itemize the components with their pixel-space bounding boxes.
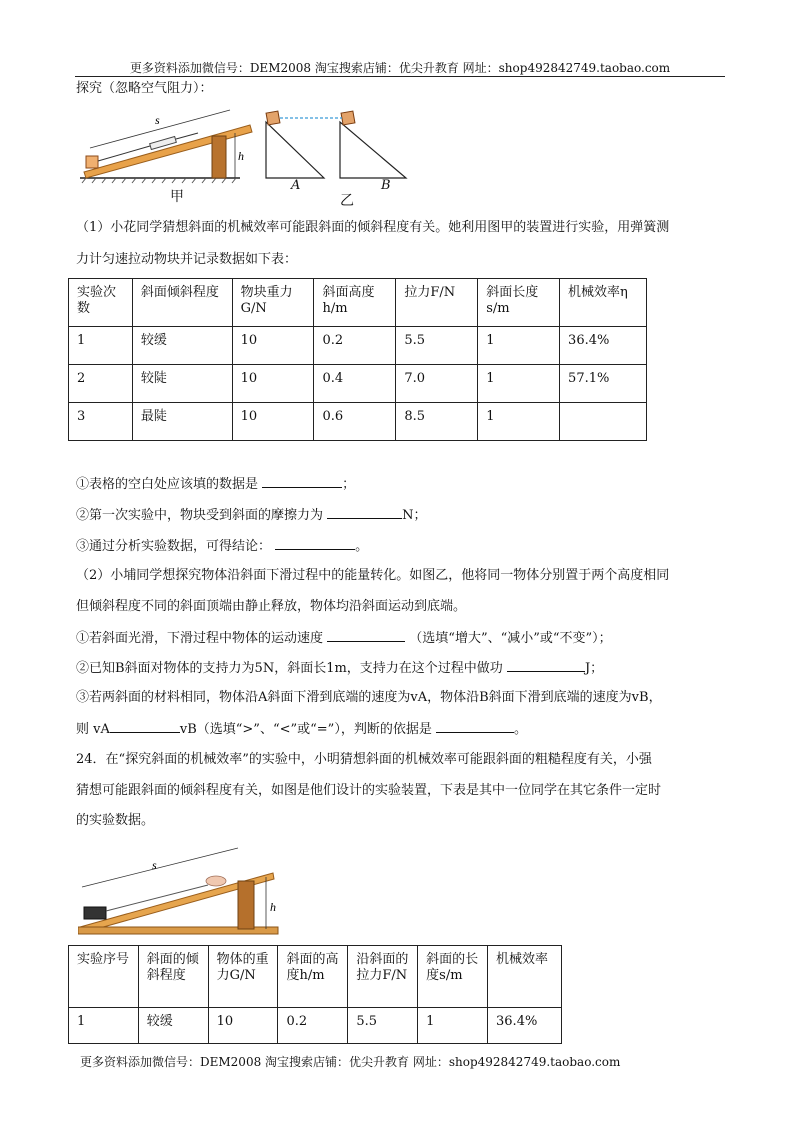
table1-header-cell: 斜面高度h/m [314, 279, 396, 327]
q24-line2: 猜想可能跟斜面的倾斜程度有关，如图是他们设计的实验装置，下表是其中一位同学在其它条件一定时 [76, 783, 662, 798]
table1-header-cell: 机械效率η [560, 279, 647, 327]
q1-item-c-end: 。 [355, 539, 369, 554]
q2-item-a-text: ①若斜面光滑，下滑过程中物体的运动速度 [76, 631, 324, 646]
table1-cell: 3 [69, 403, 133, 441]
q24-line3: 的实验数据。 [76, 813, 155, 828]
answer-blank-friction[interactable] [327, 505, 402, 519]
answer-blank-conclusion[interactable] [275, 536, 355, 550]
figure-jia-incline [80, 108, 270, 188]
table1-cell: 0.2 [314, 327, 396, 365]
table1-header-cell: 实验次数 [69, 279, 133, 327]
page-header: 更多资料添加微信号：DEM2008 淘宝搜索店铺：优尖升教育 网址：shop492842749.taobao.com [129, 61, 671, 75]
table2-header-cell: 沿斜面的拉力F/N [348, 946, 418, 1008]
table1-cell: 最陡 [132, 403, 232, 441]
table-row [69, 403, 647, 441]
table2-cell: 1 [418, 1008, 488, 1044]
intro-text: 探究（忽略空气阻力）： [76, 81, 213, 96]
data-table-2 [68, 945, 562, 1044]
label-a: A [291, 178, 301, 193]
q1-item-a-text: ①表格的空白处应该填的数据是 [76, 477, 259, 492]
table1-cell: 0.4 [314, 365, 396, 403]
table2-header-cell: 实验序号 [69, 946, 139, 1008]
fig1-h-label: h [238, 149, 244, 163]
table2-header-row [69, 946, 562, 1008]
answer-blank-work[interactable] [507, 658, 585, 672]
table1-header-row [69, 279, 647, 327]
table1-cell: 1 [69, 327, 133, 365]
table1-cell: 较陡 [132, 365, 232, 403]
table2-cell: 较缓 [138, 1008, 208, 1044]
table1-header-cell: 斜面倾斜程度 [132, 279, 232, 327]
table1-header-cell: 物块重力G/N [232, 279, 314, 327]
q2-item-b [76, 658, 603, 678]
table2-header-cell: 斜面的倾斜程度 [138, 946, 208, 1008]
table2-header-cell: 机械效率 [488, 946, 562, 1008]
table1-cell: 较缓 [132, 327, 232, 365]
table1-cell: 8.5 [396, 403, 478, 441]
q2-item-d-mid: vB（选填“>”、“<”或“=”），判断的依据是 [179, 722, 432, 737]
fig2-h-label: h [270, 900, 276, 914]
caption-yi: 乙 [340, 193, 354, 209]
caption-jia: 甲 [170, 189, 184, 205]
table1-cell: 57.1% [560, 365, 647, 403]
table2-header-cell: 物体的重力G/N [208, 946, 278, 1008]
q2-item-c: ③若两斜面的材料相同，物体沿A斜面下滑到底端的速度为vA，物体沿B斜面下滑到底端的速度为vB， [76, 690, 662, 705]
table-row [69, 365, 647, 403]
table2-cell: 36.4% [488, 1008, 562, 1044]
fig2-s-label: s [152, 858, 157, 872]
q1-item-b [76, 505, 427, 525]
table2-header-cell: 斜面的长度s/m [418, 946, 488, 1008]
q2-line2: 但倾斜程度不同的斜面顶端由静止释放，物体均沿斜面运动到底端。 [76, 599, 467, 614]
q2-item-b-end: J； [584, 661, 604, 676]
answer-blank-compare[interactable] [110, 719, 180, 733]
table-row [69, 1008, 562, 1044]
table1-cell: 1 [478, 365, 560, 403]
table1-header-cell: 斜面长度s/m [478, 279, 560, 327]
table2-cell: 10 [208, 1008, 278, 1044]
q1-item-c [76, 536, 368, 556]
fig1-s-label: s [155, 113, 160, 127]
table1-cell: 10 [232, 327, 314, 365]
q1-item-a [76, 474, 355, 494]
table2-cell: 1 [69, 1008, 139, 1044]
q2-item-d-text: 则 vA [76, 722, 110, 737]
answer-blank-speed[interactable] [327, 628, 405, 642]
q1-item-c-text: ③通过分析实验数据，可得结论： [76, 539, 272, 554]
q2-item-a [76, 628, 612, 648]
q24-line1: 24．在“探究斜面的机械效率”的实验中，小明猜想斜面的机械效率可能跟斜面的粗糙程度有关，小强 [76, 752, 652, 767]
q1-item-a-end: ； [342, 477, 356, 492]
figure-yi-inclines [262, 110, 412, 180]
page-footer: 更多资料添加微信号：DEM2008 淘宝搜索店铺：优尖升教育 网址：shop492842749.taobao.com [80, 1055, 621, 1069]
answer-blank-efficiency[interactable] [262, 474, 342, 488]
q2-line1: （2）小埔同学想探究物体沿斜面下滑过程中的能量转化。如图乙，他将同一物体分别置于两个高度相同 [76, 568, 670, 583]
header-rule [75, 76, 725, 77]
figure-24-incline [78, 845, 288, 937]
table2-header-cell: 斜面的高度h/m [278, 946, 348, 1008]
table1-cell: 1 [478, 327, 560, 365]
q2-item-a-end: （选填“增大”、“减小”或“不变”）； [409, 631, 612, 646]
table2-cell: 0.2 [278, 1008, 348, 1044]
table1-cell: 5.5 [396, 327, 478, 365]
table-row [69, 327, 647, 365]
answer-blank-reason[interactable] [436, 719, 514, 733]
q1-line2: 力计匀速拉动物块并记录数据如下表： [76, 252, 298, 267]
q1-item-b-text: ②第一次实验中，物块受到斜面的摩擦力为 [76, 508, 324, 523]
table1-cell: 36.4% [560, 327, 647, 365]
q1-item-b-end: N； [402, 508, 427, 523]
table1-cell: 7.0 [396, 365, 478, 403]
table1-cell: 1 [478, 403, 560, 441]
table1-cell: 10 [232, 403, 314, 441]
q2-item-d [76, 719, 527, 739]
table1-cell: 0.6 [314, 403, 396, 441]
table1-cell: 2 [69, 365, 133, 403]
q1-line1: （1）小花同学猜想斜面的机械效率可能跟斜面的倾斜程度有关。她利用图甲的装置进行实验，用弹簧测 [76, 220, 670, 235]
table1-cell: 10 [232, 365, 314, 403]
table2-cell: 5.5 [348, 1008, 418, 1044]
label-b: B [381, 178, 391, 193]
table1-header-cell: 拉力F/N [396, 279, 478, 327]
q2-item-b-text: ②已知B斜面对物体的支持力为5N，斜面长1m，支持力在这个过程中做功 [76, 661, 503, 676]
data-table-1 [68, 278, 647, 441]
q2-item-d-end: 。 [513, 722, 527, 737]
table1-efficiency-blank-cell[interactable] [560, 403, 647, 441]
